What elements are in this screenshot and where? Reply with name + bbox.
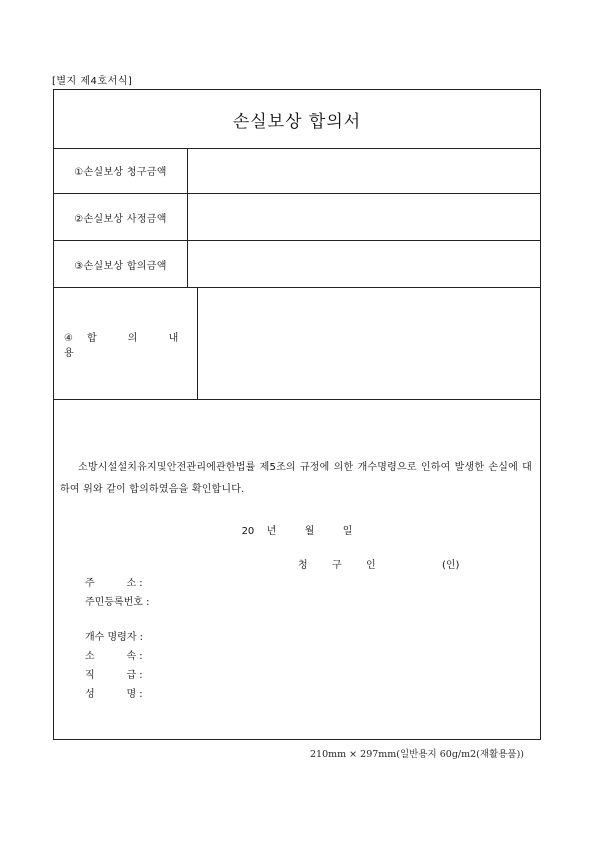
agreement-content-field[interactable] <box>188 288 540 399</box>
agreed-amount-field[interactable] <box>188 241 540 287</box>
month-label: 월 <box>304 526 315 537</box>
seal-mark: (인) <box>442 560 460 571</box>
row-label: ③손실보상 합의금액 <box>54 241 188 287</box>
year-prefix: 20 <box>241 526 255 537</box>
form-title: 손실보상 합의서 <box>232 111 362 132</box>
confirmation-statement: 소방시설설치유지및안전관리에관한법률 제5조의 규정에 의한 개수명령으로 인하여 발생한 손실에 대하여 위와 같이 합의하였음을 확인합니다. <box>60 462 532 495</box>
rank-field: 직 급 : <box>85 670 143 681</box>
assessed-amount-field[interactable] <box>188 194 540 240</box>
claimant-label: 청 구 인 <box>298 560 382 571</box>
row-claim-amount <box>54 148 540 194</box>
form-frame <box>53 89 541 740</box>
form-number-label: [별지 제4호서식] <box>52 76 133 87</box>
date-line <box>54 522 540 537</box>
address-field: 주 소 : <box>85 578 143 589</box>
day-label: 일 <box>342 526 353 537</box>
paper-spec-footer: 210mm × 297mm(일반용지 60g/m2(재활용품)) <box>310 749 524 760</box>
row-label: ④합 의 내 용 <box>54 288 198 399</box>
registration-number-field: 주민등록번호 : <box>85 597 150 608</box>
affiliation-field: 소 속 : <box>85 651 143 662</box>
order-issuer-field: 개수 명령자 : <box>85 632 144 643</box>
row-agreed-amount <box>54 241 540 288</box>
year-label: 년 <box>266 526 277 537</box>
claim-amount-field[interactable] <box>188 148 540 193</box>
confirmation-section <box>54 400 540 739</box>
row-label: ②손실보상 사정금액 <box>54 194 188 240</box>
row-label: ①손실보상 청구금액 <box>54 148 188 193</box>
name-field: 성 명 : <box>85 689 143 700</box>
row-assessed-amount <box>54 194 540 241</box>
title-row <box>54 90 540 149</box>
row-agreement-content <box>54 288 540 400</box>
